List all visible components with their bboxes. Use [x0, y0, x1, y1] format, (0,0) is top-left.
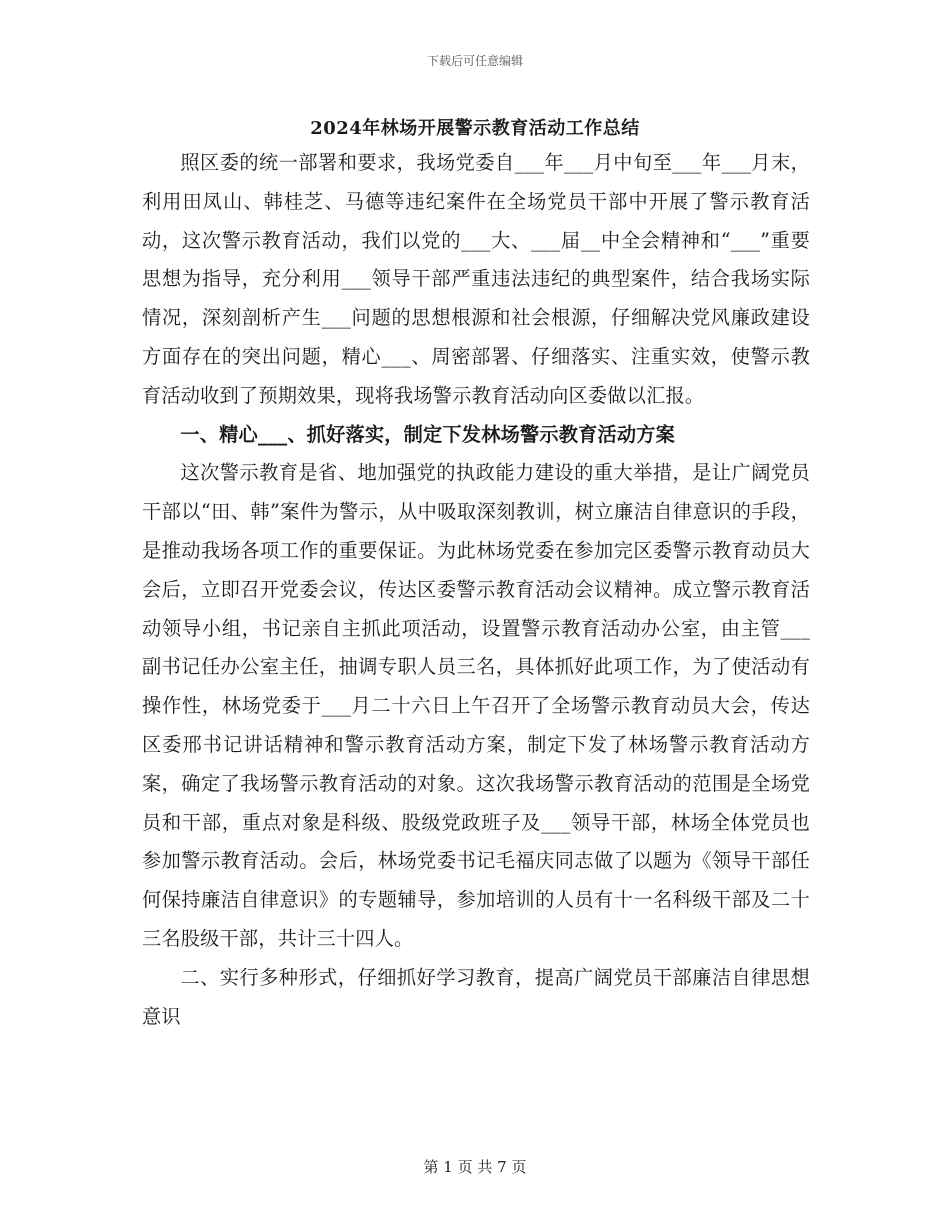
section-1-paragraph: 这次警示教育是省、地加强党的执政能力建设的重大举措，是让广阔党员干部以“田、韩”案件为警示，从中吸取深刻教训，树立廉洁自律意识的手段，是推动我场各项工作的重要保证。为此林场党委在参加完区委警示教育动员大会后，立即召开党委会议，传达区委警示教育活动会议精神。成立警示教育活动领导小组，书记亲自主抓此项活动，设置警示教育活动办公室，由主管___副书记任办公室主任，抽调专职人员三名，具体抓好此项工作，为了使活动有操作性，林场党委于___月二十六日上午召开了全场警示教育动员大会，传达区委邢书记讲话精神和警示教育活动方案，制定下发了林场警示教育活动方案，确定了我场警示教育活动的对象。这次我场警示教育活动的范围是全场党员和干部，重点对象是科级、股级党政班子及___领导干部，林场全体党员也参加警示教育活动。会后，林场党委书记毛福庆同志做了以题为《领导干部任何保持廉洁自律意识》的专题辅导，参加培训的人员有十一名科级干部及二十三名股级干部，共计三十四人。 [142, 461, 810, 950]
page-header-note: 下载后可任意编辑 [426, 54, 523, 68]
section-heading-2: 二、实行多种形式，仔细抓好学习教育，提高广阔党员干部廉洁自律思想意识 [142, 965, 810, 1028]
document-body [142, 144, 810, 1036]
section-heading-1: 一、精心___、抓好落实，制定下发林场警示教育活动方案 [180, 422, 676, 446]
intro-paragraph: 照区委的统一部署和要求，我场党委自___年___月中旬至___年___月末，利用田凤山、韩桂芝、马德等违纪案件在全场党员干部中开展了警示教育活动，这次警示教育活动，我们以党的___大、___届__中全会精神和“___”重要思想为指导，充分利用___领导干部严重违法违纪的典型案件，结合我场实际情况，深刻剖析产生___问题的思想根源和社会根源，仔细解决党风廉政建设方面存在的突出问题，精心___、周密部署、仔细落实、注重实效，使警示教育活动收到了预期效果，现将我场警示教育活动向区委做以汇报。 [142, 151, 810, 407]
page-number: 第 1 页 共 7 页 [423, 1158, 527, 1176]
document-title: 2024年林场开展警示教育活动工作总结 [310, 118, 640, 139]
